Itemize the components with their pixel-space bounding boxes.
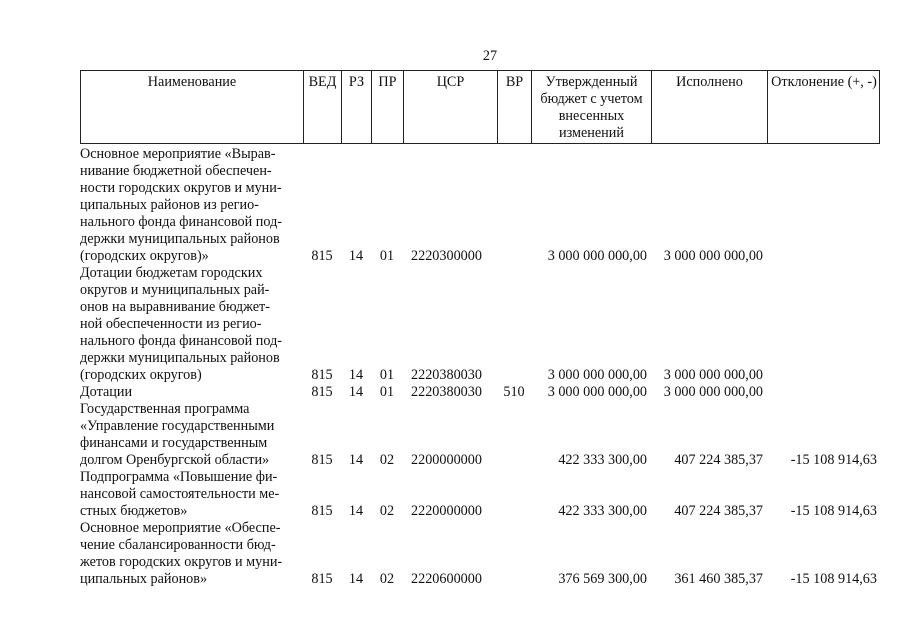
row-approved: 3 000 000 000,00 <box>547 248 647 264</box>
table-header <box>80 70 880 144</box>
row-pr: 02 <box>379 452 395 468</box>
row-csr: 2220380030 <box>411 384 482 400</box>
row-name: Государственная программа «Управление государственными финансами и государственным долгом Оренбургской области» <box>80 401 275 468</box>
row-pr: 02 <box>379 571 395 587</box>
table-row <box>80 384 880 401</box>
header-name: Наименование <box>81 71 304 143</box>
row-csr: 2220300000 <box>411 248 482 264</box>
row-approved: 3 000 000 000,00 <box>547 367 647 383</box>
header-csr: ЦСР <box>404 71 498 143</box>
table-row <box>80 469 880 520</box>
row-vr: 510 <box>503 384 525 400</box>
row-ved: 815 <box>311 384 333 400</box>
budget-table <box>80 70 880 588</box>
row-ved: 815 <box>311 503 333 519</box>
row-approved: 376 569 300,00 <box>558 571 647 587</box>
header-executed: Исполнено <box>652 71 768 143</box>
row-executed: 3 000 000 000,00 <box>663 367 763 383</box>
page-number: 27 <box>482 48 498 64</box>
row-executed: 407 224 385,37 <box>674 452 763 468</box>
row-rz: 14 <box>348 384 364 400</box>
header-vr: ВР <box>498 71 532 143</box>
row-executed: 3 000 000 000,00 <box>663 248 763 264</box>
row-csr: 2220600000 <box>411 571 482 587</box>
header-rz: РЗ <box>342 71 372 143</box>
table-row <box>80 265 880 384</box>
row-ved: 815 <box>311 571 333 587</box>
header-pr: ПР <box>372 71 404 143</box>
row-ved: 815 <box>311 367 333 383</box>
row-ved: 815 <box>311 452 333 468</box>
row-deviation: -15 108 914,63 <box>790 571 877 587</box>
header-deviation: Отклонение (+, -) <box>771 74 877 90</box>
header-approved-budget: Утвержденный бюджет с учетом внесенных изменений <box>532 71 652 143</box>
row-name: Основное мероприятие «Вырав- нивание бюджетной обеспечен- ности городских округов и муни- ципальных районов из регио- нального фонда финансовой под- держки муниципальных районов (городских округов)» <box>80 146 283 264</box>
row-deviation: -15 108 914,63 <box>790 452 877 468</box>
row-name: Основное мероприятие «Обеспе- чение сбалансированности бюд- жетов городских округов и муни- ципальных районов» <box>80 520 283 587</box>
row-rz: 14 <box>348 367 364 383</box>
row-deviation: -15 108 914,63 <box>790 503 877 519</box>
row-approved: 422 333 300,00 <box>558 503 647 519</box>
row-rz: 14 <box>348 571 364 587</box>
row-pr: 01 <box>379 248 395 264</box>
row-pr: 02 <box>379 503 395 519</box>
row-name: Дотации бюджетам городских округов и муниципальных рай- онов на выравнивание бюджет- ной обеспеченности из регио- нального фонда финансовой под- держки муниципальных районов (городских округов) <box>80 265 283 383</box>
row-pr: 01 <box>379 384 395 400</box>
row-csr: 2220000000 <box>411 503 482 519</box>
table-body <box>80 144 880 588</box>
row-executed: 361 460 385,37 <box>674 571 763 587</box>
row-name: Подпрограмма «Повышение фи- нансовой самостоятельности ме- стных бюджетов» <box>80 469 280 519</box>
row-rz: 14 <box>348 452 364 468</box>
row-executed: 407 224 385,37 <box>674 503 763 519</box>
row-name: Дотации <box>80 384 133 400</box>
row-csr: 2220380030 <box>411 367 482 383</box>
table-row <box>80 520 880 588</box>
row-pr: 01 <box>379 367 395 383</box>
row-approved: 3 000 000 000,00 <box>547 384 647 400</box>
table-row <box>80 401 880 469</box>
header-ved: ВЕД <box>304 71 342 143</box>
row-approved: 422 333 300,00 <box>558 452 647 468</box>
row-csr: 2200000000 <box>411 452 482 468</box>
table-row <box>80 146 880 265</box>
row-rz: 14 <box>348 503 364 519</box>
row-ved: 815 <box>311 248 333 264</box>
row-rz: 14 <box>348 248 364 264</box>
row-executed: 3 000 000 000,00 <box>663 384 763 400</box>
